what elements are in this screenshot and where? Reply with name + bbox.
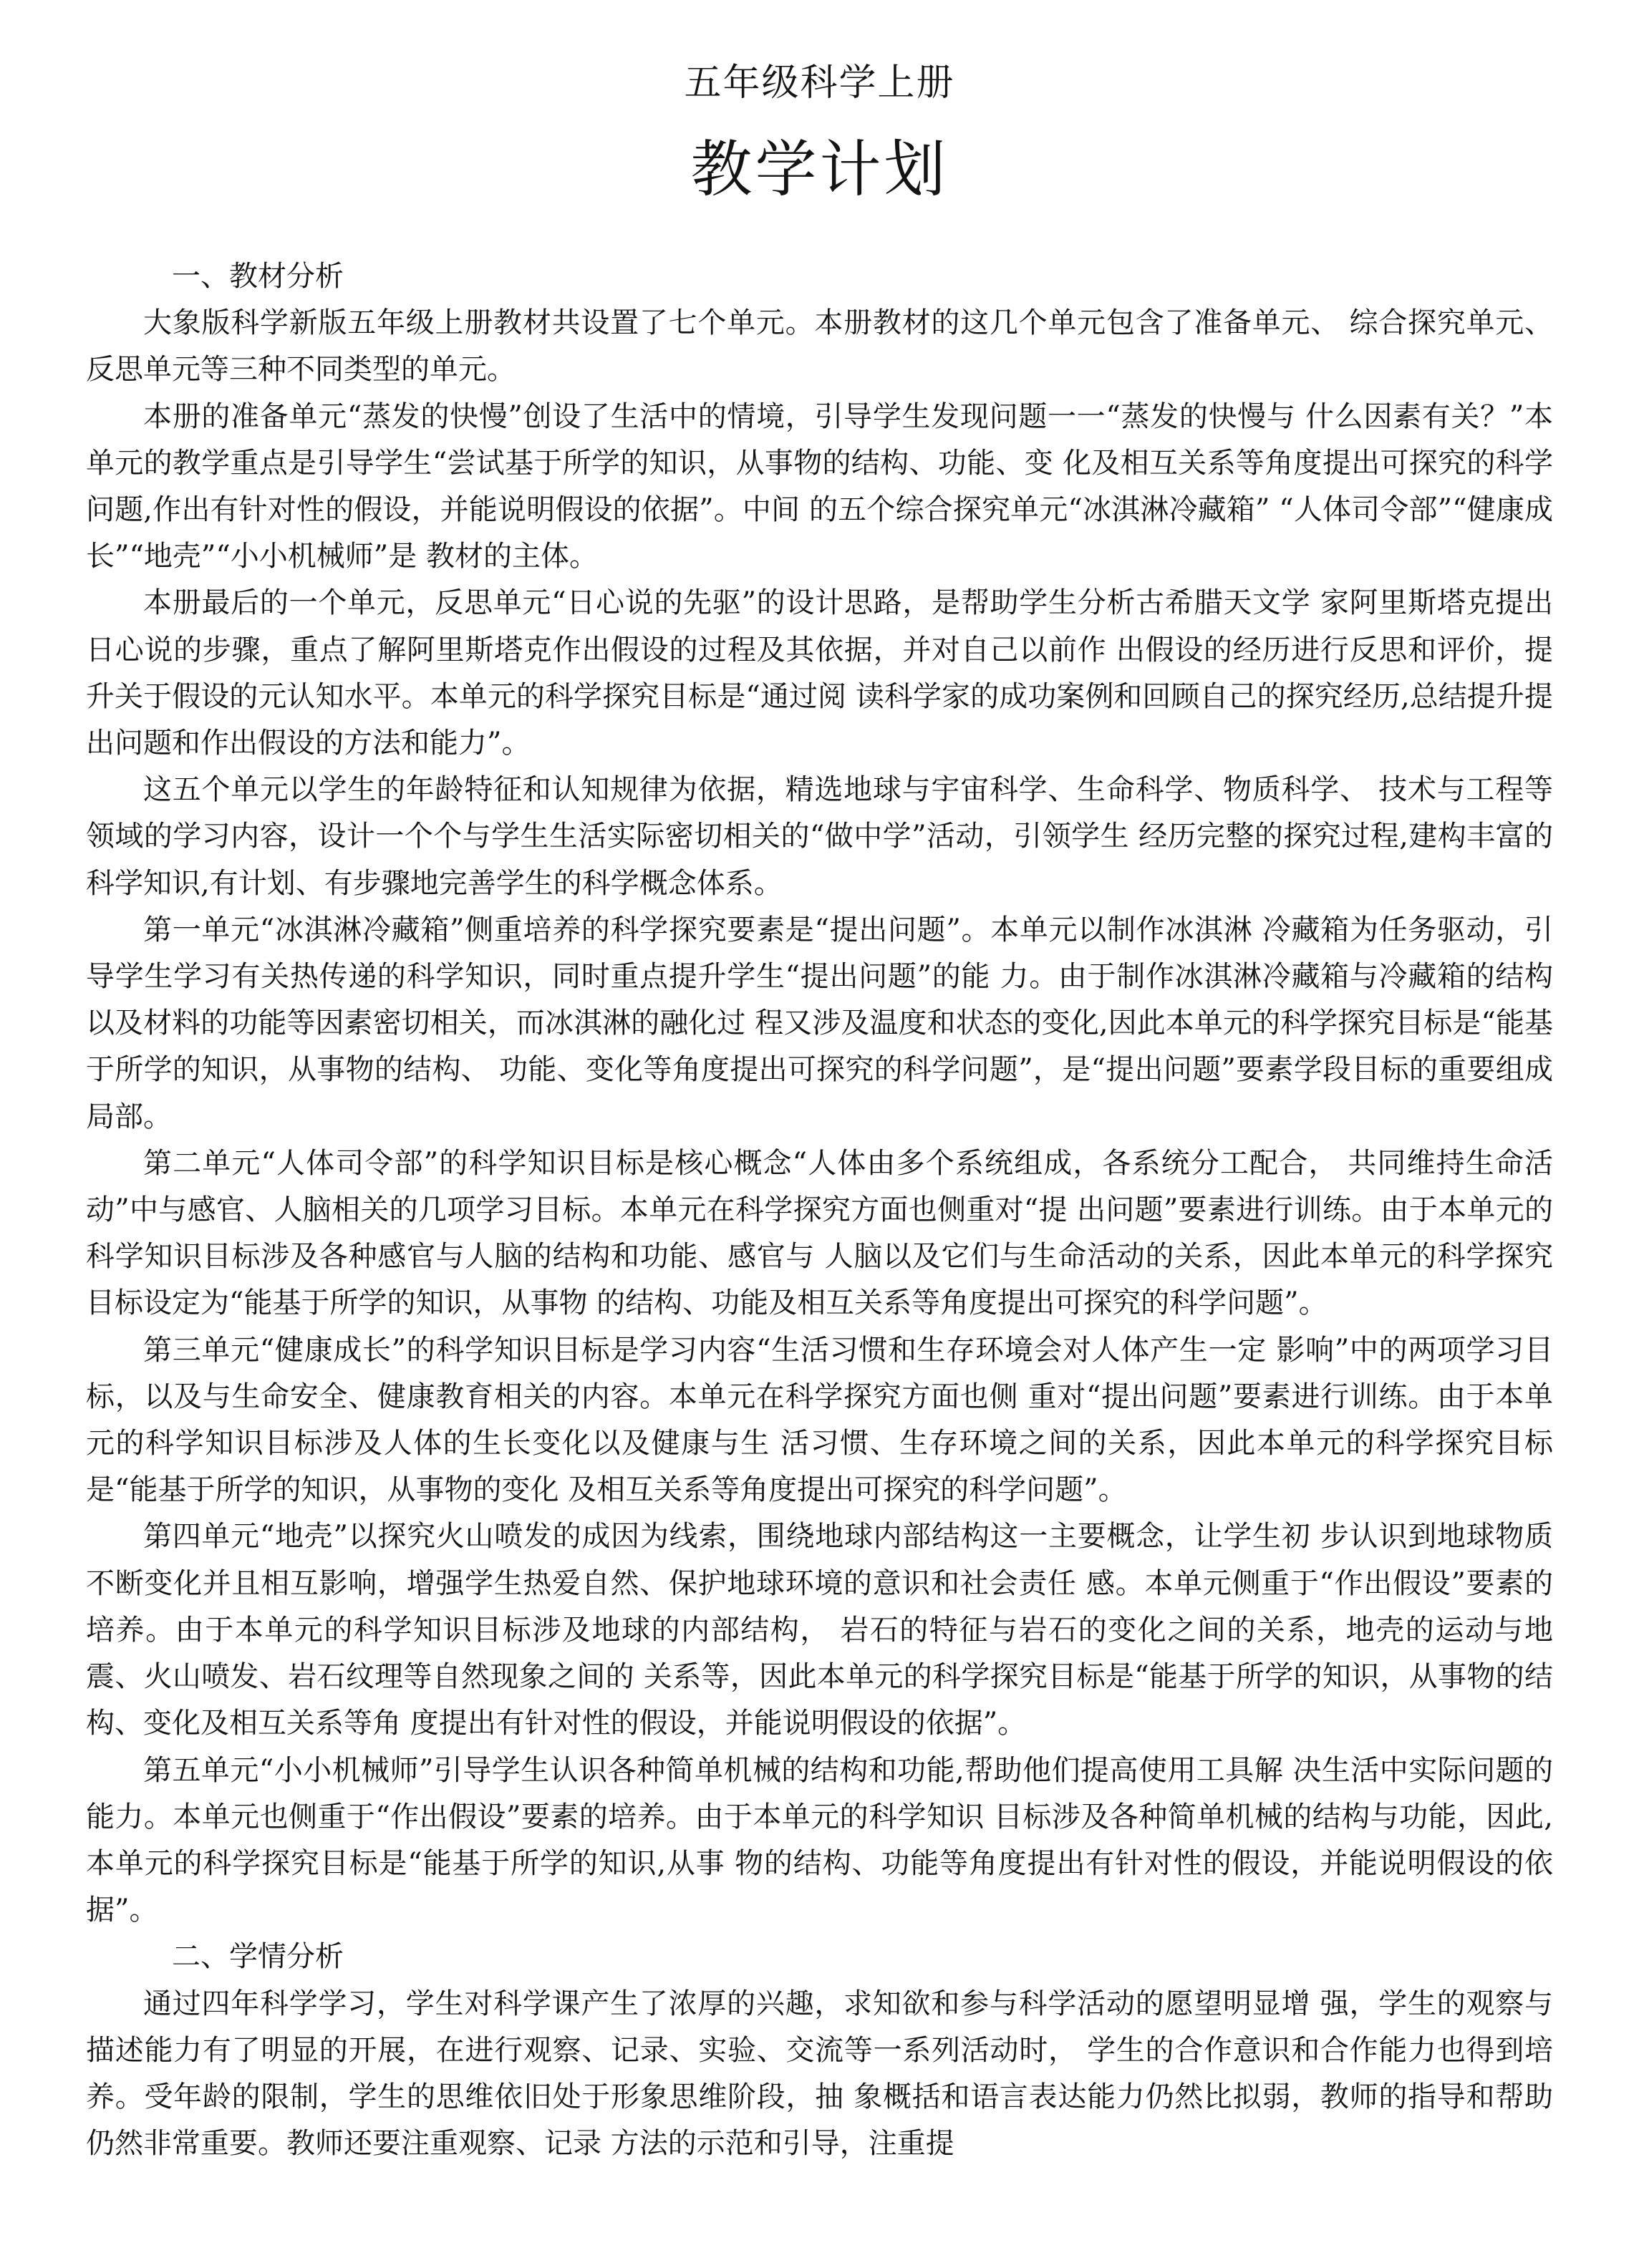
paragraph-unit-one: 第一单元“冰淇淋冷藏箱”侧重培养的科学探究要素是“提出问题”。本单元以制作冰淇淋 冷藏箱为任务驱动，引导学生学习有关热传递的科学知识，同时重点提升学生“提出问题”的能 力。由于制作冰淇淋冷藏箱与冷藏箱的结构以及材料的功能等因素密切相关，而冰淇淋的融化过 程又涉及温度和状态的变化,因此本单元的科学探究目标是“能基于所学的知识，从事物的结构、 功能、变化等角度提出可探究的科学问题”，是“提出问题”要素学段目标的重要组成局部。 xyxy=(86,913,1553,1133)
section-heading-textbook-analysis: 一、教材分析 xyxy=(172,260,344,293)
paragraph-five-units: 这五个单元以学生的年龄特征和认知规律为依据，精选地球与宇宙科学、生命科学、物质科学、 技术与工程等领域的学习内容，设计一个个与学生生活实际密切相关的“做中学”活动，引领学生 经历完整的探究过程,建构丰富的科学知识,有计划、有步骤地完善学生的科学概念体系。 xyxy=(86,773,1553,900)
section-heading-student-analysis: 二、学情分析 xyxy=(172,1940,344,1974)
paragraph-student-analysis: 通过四年科学学习，学生对科学课产生了浓厚的兴趣，求知欲和参与科学活动的愿望明显增 强，学生的观察与描述能力有了明显的开展，在进行观察、记录、实验、交流等一系列活动时， 学生的合作意识和合作能力也得到培养。受年龄的限制，学生的思维依旧处于形象思维阶段，抽 象概括和语言表达能力仍然比拟弱，教师的指导和帮助仍然非常重要。教师还要注重观察、记录 方法的示范和引导，注重提 xyxy=(86,1987,1553,2161)
paragraph-overview: 大象版科学新版五年级上册教材共设置了七个单元。本册教材的这几个单元包含了准备单元、 综合探究单元、反思单元等三种不同类型的单元。 xyxy=(86,306,1553,387)
paragraph-unit-five: 第五单元“小小机械师”引导学生认识各种简单机械的结构和功能,帮助他们提高使用工具解 决生活中实际问题的能力。本单元也侧重于“作出假设”要素的培养。由于本单元的科学知识 目标涉及各种简单机械的结构与功能，因此,本单元的科学探究目标是“能基于所学的知识,从事 物的结构、功能等角度提出有针对性的假设，并能说明假设的依据”。 xyxy=(86,1753,1553,1927)
paragraph-unit-three: 第三单元“健康成长”的科学知识目标是学习内容“生活习惯和生存环境会对人体产生一定 影响”中的两项学习目标，以及与生命安全、健康教育相关的内容。本单元在科学探究方面也侧 重对“提出问题”要素进行训练。由于本单元的科学知识目标涉及人体的生长变化以及健康与生 活习惯、生存环境之间的关系，因此本单元的科学探究目标是“能基于所学的知识，从事物的变化 及相互关系等角度提出可探究的科学问题”。 xyxy=(86,1333,1553,1507)
document-subtitle: 五年级科学上册 xyxy=(684,62,955,105)
paragraph-reflection-unit: 本册最后的一个单元，反思单元“日心说的先驱”的设计思路，是帮助学生分析古希腊天文学 家阿里斯塔克提出日心说的步骤，重点了解阿里斯塔克作出假设的过程及其依据，并对自己以前作 出假设的经历进行反思和评价，提升关于假设的元认知水平。本单元的科学探究目标是“通过阅 读科学家的成功案例和回顾自己的探究经历,总结提升提出问题和作出假设的方法和能力”。 xyxy=(86,586,1553,760)
document-body xyxy=(86,253,1553,2167)
paragraph-preparation-unit: 本册的准备单元“蒸发的快慢”创设了生活中的情境，引导学生发现问题一一“蒸发的快慢与 什么因素有关？”本单元的教学重点是引导学生“尝试基于所学的知识，从事物的结构、功能、变 化及相互关系等角度提出可探究的科学问题,作出有针对性的假设，并能说明假设的依据”。中间 的五个综合探究单元“冰淇淋冷藏箱” “人体司令部”“健康成长”“地壳”“小小机械师”是 教材的主体。 xyxy=(86,399,1553,573)
paragraph-unit-four: 第四单元“地壳”以探究火山喷发的成因为线索，围绕地球内部结构这一主要概念，让学生初 步认识到地球物质不断变化并且相互影响，增强学生热爱自然、保护地球环境的意识和社会责任 感。本单元侧重于“作出假设”要素的培养。由于本单元的科学知识目标涉及地球的内部结构， 岩石的特征与岩石的变化之间的关系，地壳的运动与地震、火山喷发、岩石纹理等自然现象之间的 关系等，因此本单元的科学探究目标是“能基于所学的知识，从事物的结构、变化及相互关系等角 度提出有针对性的假设，并能说明假设的依据”。 xyxy=(86,1520,1553,1740)
document-title: 教学计划 xyxy=(690,134,949,205)
paragraph-unit-two: 第二单元“人体司令部”的科学知识目标是核心概念“人体由多个系统组成，各系统分工配合， 共同维持生命活动”中与感官、人脑相关的几项学习目标。本单元在科学探究方面也侧重对“提 出问题”要素进行训练。由于本单元的科学知识目标涉及各种感官与人脑的结构和功能、感官与 人脑以及它们与生命活动的关系，因此本单元的科学探究目标设定为“能基于所学的知识，从事物 的结构、功能及相互关系等角度提出可探究的科学问题”。 xyxy=(86,1146,1553,1320)
